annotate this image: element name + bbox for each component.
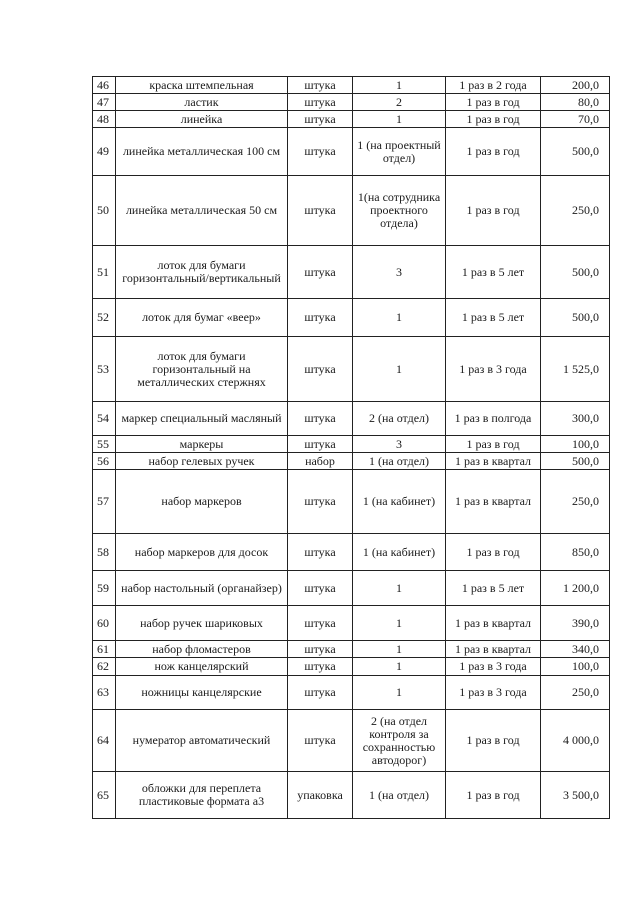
row-number: 46 [93, 77, 116, 94]
item-name: набор маркеров [116, 470, 288, 534]
item-quantity: 1 [353, 658, 446, 676]
row-number: 47 [93, 94, 116, 111]
row-number: 55 [93, 436, 116, 453]
item-price: 500,0 [541, 246, 610, 299]
table-row [93, 772, 610, 819]
item-frequency: 1 раз в 3 года [446, 676, 541, 710]
item-frequency: 1 раз в квартал [446, 606, 541, 641]
table-row [93, 710, 610, 772]
item-unit: штука [288, 128, 353, 176]
item-unit: штука [288, 246, 353, 299]
supplies-table [92, 76, 610, 819]
item-name: нож канцелярский [116, 658, 288, 676]
table-row [93, 246, 610, 299]
item-quantity: 2 [353, 94, 446, 111]
item-price: 3 500,0 [541, 772, 610, 819]
item-price: 250,0 [541, 176, 610, 246]
item-frequency: 1 раз в квартал [446, 641, 541, 658]
row-number: 50 [93, 176, 116, 246]
table-row [93, 534, 610, 571]
item-name: ластик [116, 94, 288, 111]
supplies-table-body [93, 77, 610, 819]
row-number: 56 [93, 453, 116, 470]
item-name: набор ручек шариковых [116, 606, 288, 641]
table-row [93, 299, 610, 337]
table-row [93, 77, 610, 94]
item-quantity: 1 [353, 641, 446, 658]
item-price: 100,0 [541, 436, 610, 453]
row-number: 62 [93, 658, 116, 676]
item-unit: штука [288, 534, 353, 571]
item-frequency: 1 раз в 5 лет [446, 246, 541, 299]
row-number: 63 [93, 676, 116, 710]
row-number: 52 [93, 299, 116, 337]
item-unit: штука [288, 77, 353, 94]
item-price: 500,0 [541, 453, 610, 470]
table-row [93, 658, 610, 676]
item-unit: штука [288, 606, 353, 641]
table-row [93, 94, 610, 111]
item-name: маркер специальный масляный [116, 402, 288, 436]
table-row [93, 128, 610, 176]
item-frequency: 1 раз в год [446, 128, 541, 176]
item-price: 1 200,0 [541, 571, 610, 606]
item-name: набор настольный (органайзер) [116, 571, 288, 606]
item-quantity: 1 (на отдел) [353, 772, 446, 819]
item-quantity: 1 (на проектный отдел) [353, 128, 446, 176]
item-frequency: 1 раз в 3 года [446, 337, 541, 402]
row-number: 60 [93, 606, 116, 641]
item-frequency: 1 раз в 5 лет [446, 571, 541, 606]
item-unit: штука [288, 641, 353, 658]
item-unit: штука [288, 402, 353, 436]
item-name: лоток для бумаг «веер» [116, 299, 288, 337]
item-name: нумератор автоматический [116, 710, 288, 772]
row-number: 58 [93, 534, 116, 571]
item-quantity: 1 [353, 299, 446, 337]
item-price: 390,0 [541, 606, 610, 641]
item-quantity: 1(на сотрудника проектного отдела) [353, 176, 446, 246]
item-frequency: 1 раз в год [446, 176, 541, 246]
item-name: набор гелевых ручек [116, 453, 288, 470]
item-unit: штука [288, 658, 353, 676]
item-frequency: 1 раз в 3 года [446, 658, 541, 676]
item-price: 500,0 [541, 299, 610, 337]
item-quantity: 1 [353, 606, 446, 641]
row-number: 49 [93, 128, 116, 176]
item-unit: штука [288, 337, 353, 402]
item-name: обложки для переплета пластиковые формата а3 [116, 772, 288, 819]
item-unit: набор [288, 453, 353, 470]
item-name: набор фломастеров [116, 641, 288, 658]
row-number: 54 [93, 402, 116, 436]
table-row [93, 470, 610, 534]
item-price: 100,0 [541, 658, 610, 676]
row-number: 65 [93, 772, 116, 819]
item-name: краска штемпельная [116, 77, 288, 94]
table-row [93, 111, 610, 128]
item-name: лоток для бумаги горизонтальный/вертикальный [116, 246, 288, 299]
item-unit: штука [288, 676, 353, 710]
item-unit: штука [288, 436, 353, 453]
row-number: 51 [93, 246, 116, 299]
item-price: 300,0 [541, 402, 610, 436]
item-frequency: 1 раз в год [446, 111, 541, 128]
table-row [93, 571, 610, 606]
item-price: 340,0 [541, 641, 610, 658]
item-name: линейка металлическая 50 см [116, 176, 288, 246]
item-quantity: 2 (на отдел) [353, 402, 446, 436]
row-number: 64 [93, 710, 116, 772]
item-unit: штука [288, 176, 353, 246]
item-quantity: 2 (на отдел контроля за сохранностью автодорог) [353, 710, 446, 772]
item-unit: упаковка [288, 772, 353, 819]
table-row [93, 402, 610, 436]
item-frequency: 1 раз в 5 лет [446, 299, 541, 337]
item-price: 1 525,0 [541, 337, 610, 402]
item-frequency: 1 раз в квартал [446, 470, 541, 534]
row-number: 59 [93, 571, 116, 606]
item-quantity: 1 (на отдел) [353, 453, 446, 470]
item-quantity: 1 (на кабинет) [353, 534, 446, 571]
item-unit: штука [288, 94, 353, 111]
item-frequency: 1 раз в квартал [446, 453, 541, 470]
item-name: линейка [116, 111, 288, 128]
item-price: 4 000,0 [541, 710, 610, 772]
item-name: набор маркеров для досок [116, 534, 288, 571]
table-row [93, 453, 610, 470]
item-quantity: 1 [353, 111, 446, 128]
row-number: 57 [93, 470, 116, 534]
item-quantity: 1 [353, 676, 446, 710]
table-row [93, 606, 610, 641]
item-price: 70,0 [541, 111, 610, 128]
row-number: 61 [93, 641, 116, 658]
item-name: маркеры [116, 436, 288, 453]
item-price: 850,0 [541, 534, 610, 571]
item-frequency: 1 раз в год [446, 94, 541, 111]
item-name: ножницы канцелярские [116, 676, 288, 710]
item-quantity: 3 [353, 436, 446, 453]
item-quantity: 1 [353, 77, 446, 94]
table-row [93, 676, 610, 710]
item-price: 200,0 [541, 77, 610, 94]
item-frequency: 1 раз в год [446, 436, 541, 453]
table-row [93, 436, 610, 453]
item-quantity: 1 [353, 571, 446, 606]
item-price: 250,0 [541, 676, 610, 710]
item-quantity: 1 (на кабинет) [353, 470, 446, 534]
item-frequency: 1 раз в полгода [446, 402, 541, 436]
item-frequency: 1 раз в год [446, 710, 541, 772]
item-unit: штука [288, 111, 353, 128]
item-frequency: 1 раз в год [446, 772, 541, 819]
item-price: 500,0 [541, 128, 610, 176]
item-price: 80,0 [541, 94, 610, 111]
item-unit: штука [288, 299, 353, 337]
row-number: 53 [93, 337, 116, 402]
item-name: линейка металлическая 100 см [116, 128, 288, 176]
item-unit: штука [288, 470, 353, 534]
table-row [93, 641, 610, 658]
item-frequency: 1 раз в 2 года [446, 77, 541, 94]
item-name: лоток для бумаги горизонтальный на металлических стержнях [116, 337, 288, 402]
item-quantity: 3 [353, 246, 446, 299]
item-unit: штука [288, 710, 353, 772]
row-number: 48 [93, 111, 116, 128]
item-price: 250,0 [541, 470, 610, 534]
table-row [93, 176, 610, 246]
item-unit: штука [288, 571, 353, 606]
item-quantity: 1 [353, 337, 446, 402]
table-row [93, 337, 610, 402]
item-frequency: 1 раз в год [446, 534, 541, 571]
